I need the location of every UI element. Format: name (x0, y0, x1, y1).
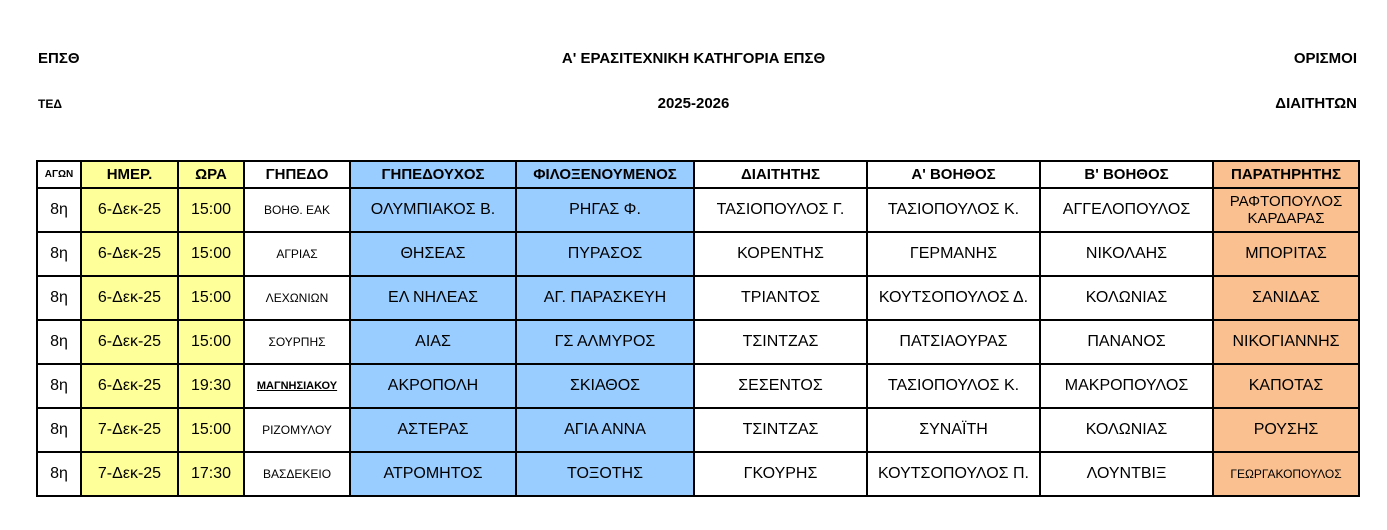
header-right-bottom: ΔΙΑΙΤΗΤΩΝ (1275, 95, 1357, 112)
time-cell: 15:00 (178, 320, 244, 364)
round-cell: 8η (37, 452, 81, 496)
round-cell: 8η (37, 320, 81, 364)
header-home: ΓΗΠΕΔΟΥΧΟΣ (350, 161, 516, 188)
referee-cell: ΤΣΙΝΤΖΑΣ (694, 320, 867, 364)
observer-name-2: ΚΑΡΔΑΡΑΣ (1247, 210, 1325, 227)
header-referee: ΔΙΑΙΤΗΤΗΣ (694, 161, 867, 188)
assistant2-cell: ΑΓΓΕΛΟΠΟΥΛΟΣ (1040, 188, 1213, 232)
round-cell: 8η (37, 408, 81, 452)
assistant1-cell: ΤΑΣΙΟΠΟΥΛΟΣ Κ. (867, 188, 1040, 232)
fixtures-table (36, 160, 1360, 497)
venue-cell: ΒΟΗΘ. ΕΑΚ (244, 188, 350, 232)
observer-cell: ΜΠΟΡΙΤΑΣ (1213, 232, 1359, 276)
header-assistant1: Α' ΒΟΗΘΟΣ (867, 161, 1040, 188)
date-cell: 7-Δεκ-25 (81, 408, 178, 452)
referee-cell: ΚΟΡΕΝΤΗΣ (694, 232, 867, 276)
home-cell: ΑΚΡΟΠΟΛΗ (350, 364, 516, 408)
time-cell: 15:00 (178, 232, 244, 276)
header-away: ΦΙΛΟΞΕΝΟΥΜΕΝΟΣ (516, 161, 694, 188)
table-row (37, 320, 1359, 364)
observer-cell: ΚΑΠΟΤΑΣ (1213, 364, 1359, 408)
away-cell: ΑΓΙΑ ΑΝΝΑ (516, 408, 694, 452)
away-cell: ΡΗΓΑΣ Φ. (516, 188, 694, 232)
assistant1-cell: ΚΟΥΤΣΟΠΟΥΛΟΣ Δ. (867, 276, 1040, 320)
observer-cell (1213, 188, 1359, 232)
time-cell: 15:00 (178, 408, 244, 452)
assistant2-cell: ΝΙΚΟΛΑΗΣ (1040, 232, 1213, 276)
referee-cell: ΤΑΣΙΟΠΟΥΛΟΣ Γ. (694, 188, 867, 232)
home-cell: ΟΛΥΜΠΙΑΚΟΣ Β. (350, 188, 516, 232)
venue-cell: ΛΕΧΩΝΙΩΝ (244, 276, 350, 320)
venue-cell: ΣΟΥΡΠΗΣ (244, 320, 350, 364)
home-cell: ΑΙΑΣ (350, 320, 516, 364)
referee-cell: ΣΕΣΕΝΤΟΣ (694, 364, 867, 408)
season-label: 2025-2026 (657, 95, 730, 112)
time-cell: 19:30 (178, 364, 244, 408)
observer-name-1: ΡΑΦΤΟΠΟΥΛΟΣ (1229, 193, 1343, 210)
table-header-row (37, 161, 1359, 188)
table-row (37, 276, 1359, 320)
referee-cell: ΤΡΙΑΝΤΟΣ (694, 276, 867, 320)
date-cell: 6-Δεκ-25 (81, 364, 178, 408)
header-round: ΑΓΩΝ (37, 161, 81, 188)
assistant2-cell: ΛΟΥΝΤΒΙΞ (1040, 452, 1213, 496)
away-cell: ΓΣ ΑΛΜΥΡΟΣ (516, 320, 694, 364)
referee-cell: ΤΣΙΝΤΖΑΣ (694, 408, 867, 452)
table-row (37, 408, 1359, 452)
observer-cell: ΝΙΚΟΓΙΑΝΝΗΣ (1213, 320, 1359, 364)
header-venue: ΓΗΠΕΔΟ (244, 161, 350, 188)
time-cell: 15:00 (178, 276, 244, 320)
time-cell: 15:00 (178, 188, 244, 232)
round-cell: 8η (37, 232, 81, 276)
venue-cell: ΒΑΣΔΕΚΕΙΟ (244, 452, 350, 496)
header-time: ΩΡΑ (178, 161, 244, 188)
assistant1-cell: ΣΥΝΑΪΤΗ (867, 408, 1040, 452)
date-cell: 7-Δεκ-25 (81, 452, 178, 496)
venue-cell: ΡΙΖΟΜΥΛΟΥ (244, 408, 350, 452)
observer-cell: ΣΑΝΙΔΑΣ (1213, 276, 1359, 320)
round-cell: 8η (37, 188, 81, 232)
assistant1-cell: ΚΟΥΤΣΟΠΟΥΛΟΣ Π. (867, 452, 1040, 496)
assistant2-cell: ΚΟΛΩΝΙΑΣ (1040, 408, 1213, 452)
time-cell: 17:30 (178, 452, 244, 496)
org-label: ΕΠΣΘ (38, 50, 80, 67)
round-cell: 8η (37, 276, 81, 320)
home-cell: ΘΗΣΕΑΣ (350, 232, 516, 276)
header-right-top: ΟΡΙΣΜΟΙ (1293, 50, 1357, 67)
table-row (37, 232, 1359, 276)
away-cell: ΑΓ. ΠΑΡΑΣΚΕΥΗ (516, 276, 694, 320)
venue-cell: ΑΓΡΙΑΣ (244, 232, 350, 276)
date-cell: 6-Δεκ-25 (81, 276, 178, 320)
table-row (37, 364, 1359, 408)
referee-cell: ΓΚΟΥΡΗΣ (694, 452, 867, 496)
assistant1-cell: ΤΑΣΙΟΠΟΥΛΟΣ Κ. (867, 364, 1040, 408)
date-cell: 6-Δεκ-25 (81, 232, 178, 276)
observer-cell: ΡΟΥΣΗΣ (1213, 408, 1359, 452)
home-cell: ΑΣΤΕΡΑΣ (350, 408, 516, 452)
away-cell: ΤΟΞΟΤΗΣ (516, 452, 694, 496)
page-title: Α' ΕΡΑΣΙΤΕΧΝΙΚΗ ΚΑΤΗΓΟΡΙΑ ΕΠΣΘ (561, 50, 826, 67)
date-cell: 6-Δεκ-25 (81, 188, 178, 232)
table-row (37, 188, 1359, 232)
home-cell: ΑΤΡΟΜΗΤΟΣ (350, 452, 516, 496)
assistant1-cell: ΠΑΤΣΙΑΟΥΡΑΣ (867, 320, 1040, 364)
assistant2-cell: ΠΑΝΑΝΟΣ (1040, 320, 1213, 364)
committee-label: ΤΕΔ (38, 97, 62, 111)
home-cell: ΕΛ ΝΗΛΕΑΣ (350, 276, 516, 320)
venue-cell: ΜΑΓΝΗΣΙΑΚΟΥ (244, 364, 350, 408)
assistant2-cell: ΜΑΚΡΟΠΟΥΛΟΣ (1040, 364, 1213, 408)
header-observer: ΠΑΡΑΤΗΡΗΤΗΣ (1213, 161, 1359, 188)
away-cell: ΠΥΡΑΣΟΣ (516, 232, 694, 276)
header-date: ΗΜΕΡ. (81, 161, 178, 188)
date-cell: 6-Δεκ-25 (81, 320, 178, 364)
assistant1-cell: ΓΕΡΜΑΝΗΣ (867, 232, 1040, 276)
assistant2-cell: ΚΟΛΩΝΙΑΣ (1040, 276, 1213, 320)
observer-cell: ΓΕΩΡΓΑΚΟΠΟΥΛΟΣ (1213, 452, 1359, 496)
table-row (37, 452, 1359, 496)
header-assistant2: Β' ΒΟΗΘΟΣ (1040, 161, 1213, 188)
round-cell: 8η (37, 364, 81, 408)
away-cell: ΣΚΙΑΘΟΣ (516, 364, 694, 408)
